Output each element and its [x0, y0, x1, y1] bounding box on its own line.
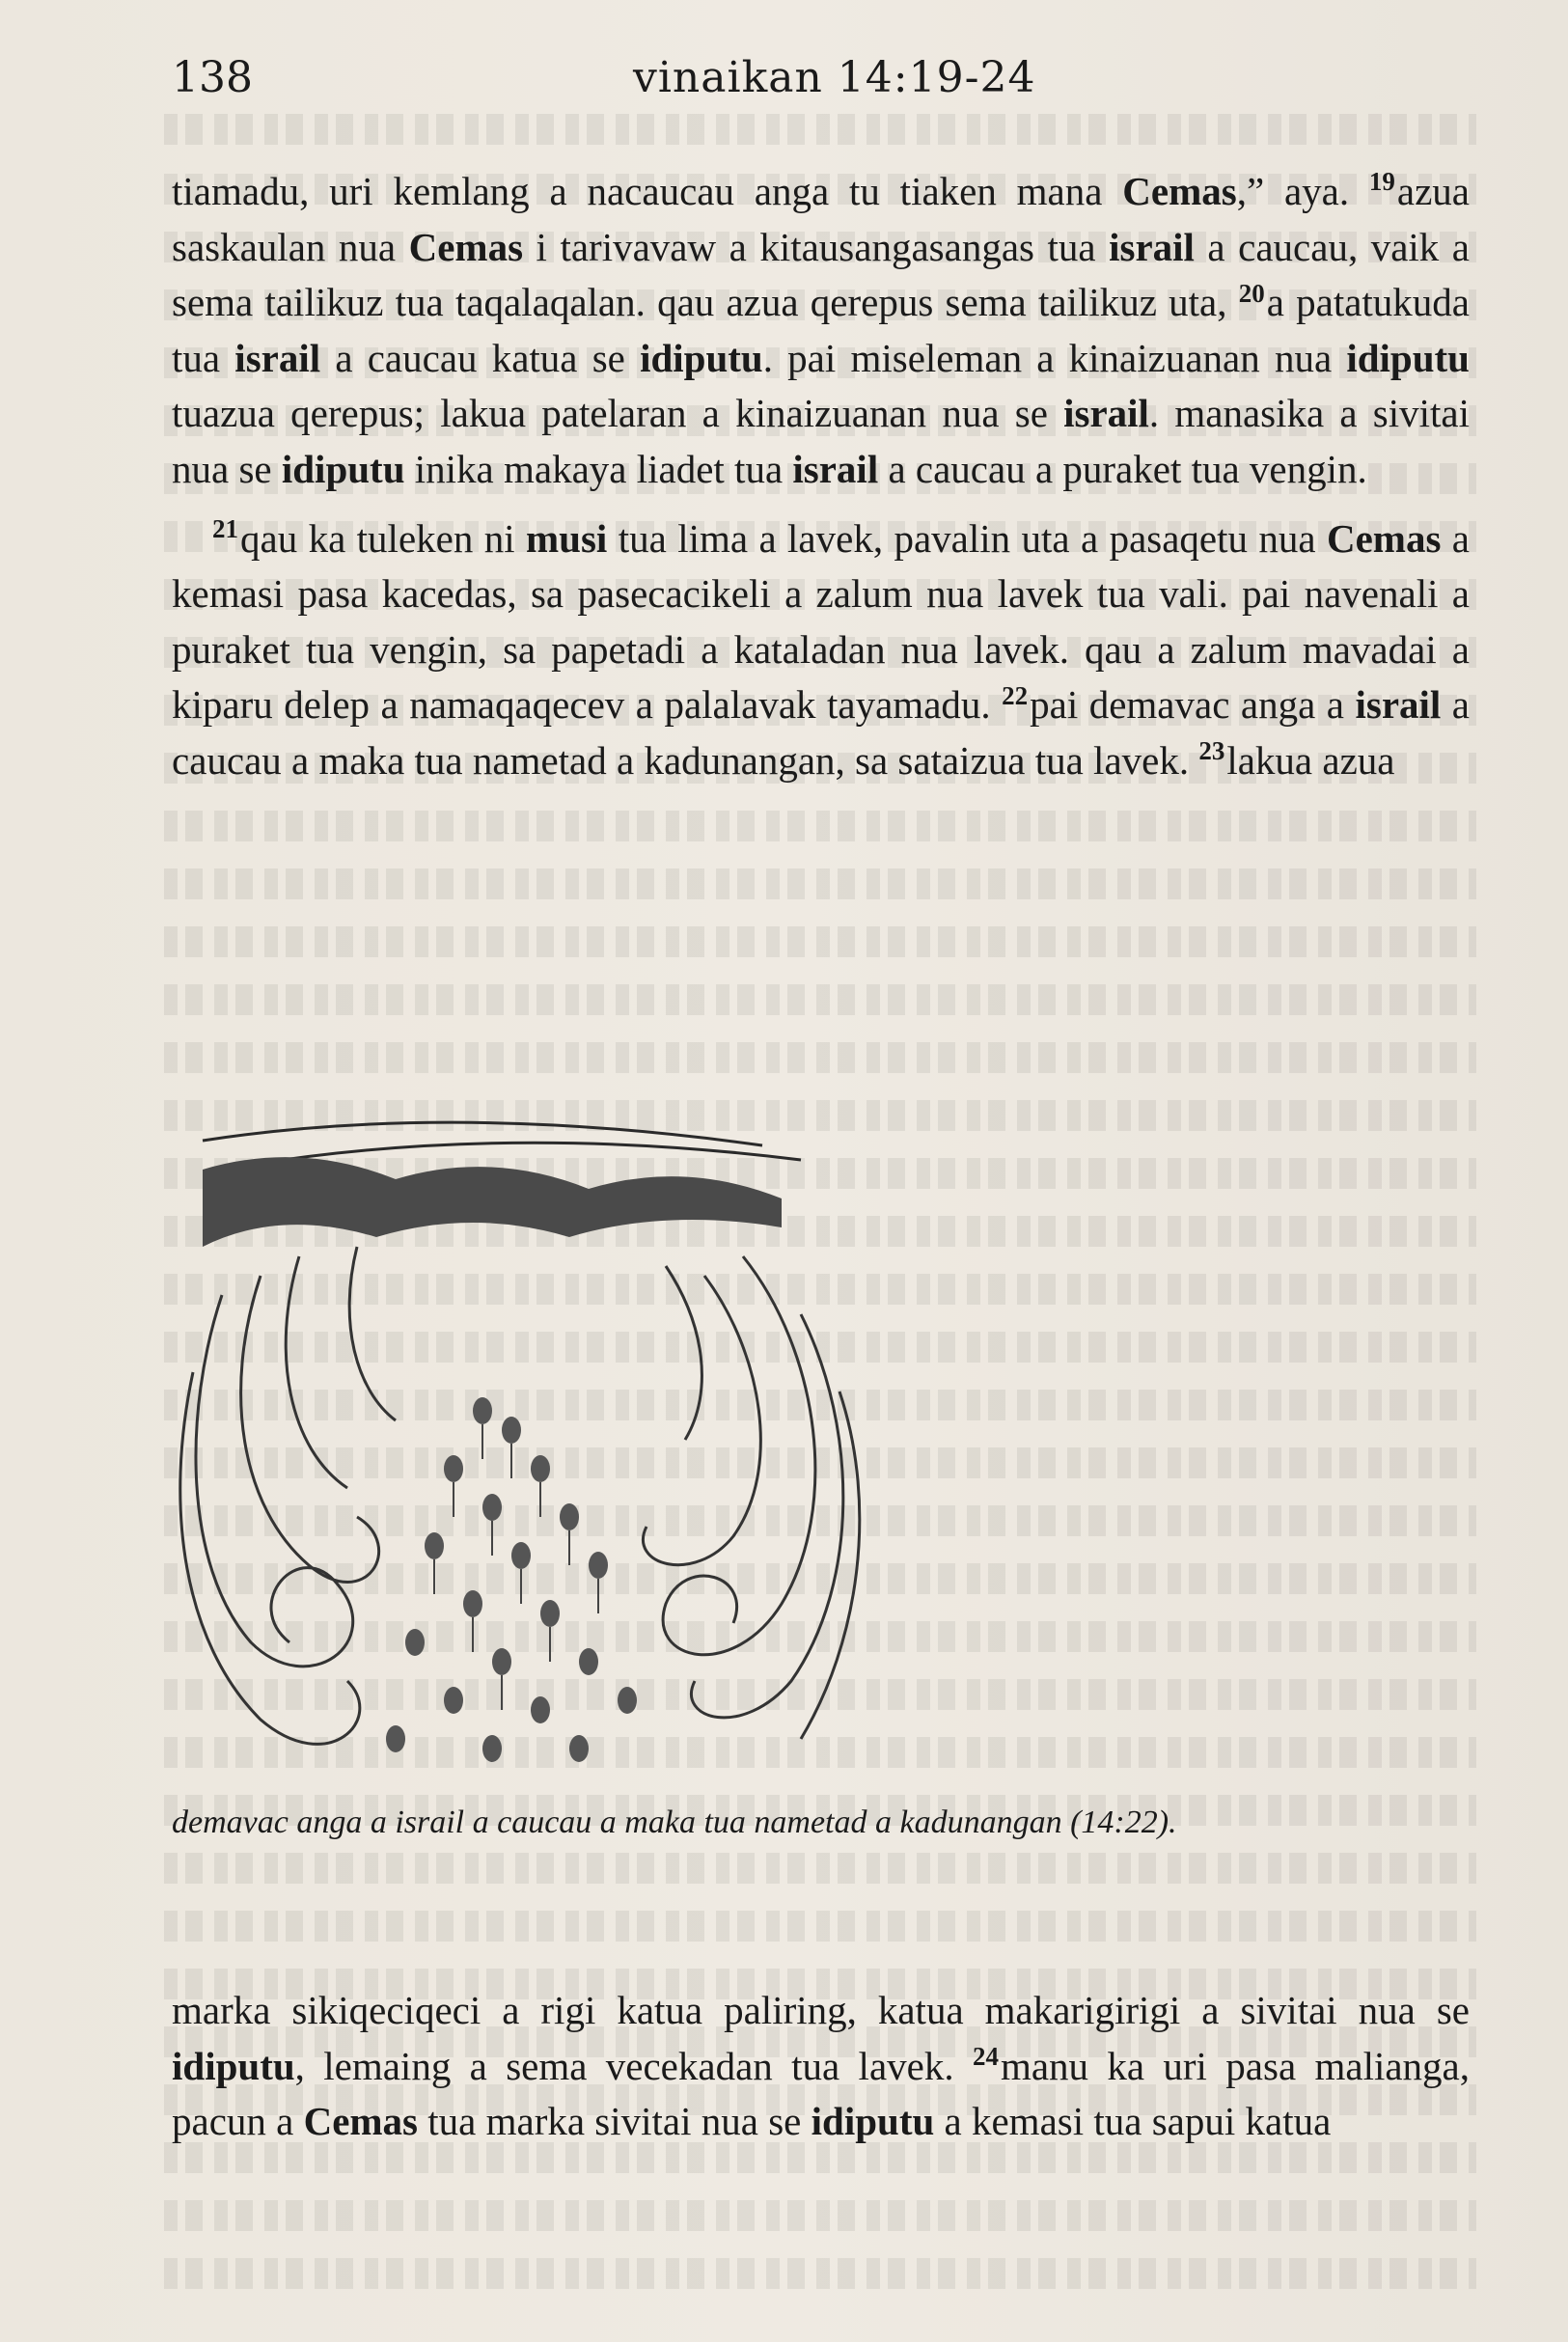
verse-number: 20	[1238, 278, 1265, 308]
running-head: vinaikan 14:19-24	[633, 53, 1036, 102]
verse-number: 22	[1002, 680, 1029, 710]
page-header	[172, 53, 1470, 111]
verse-number: 21	[212, 513, 238, 543]
paragraph-14-21-23: $^{21}$qau ka tuleken ni musi tua lima a lavek, pavalin uta a pasaqetu nua Cemas a kemasi pasa kacedas, sa pasecacikeli a zalum nua lavek tua vali. pai navenali a puraket tua vengin, sa papetadi a kataladan nua lavek. qau a zalum mavadai a kiparu delep a namaqaqecev a palalavak tayamadu. $^{22}$pai demavac anga a israil a caucau a maka tua nametad a kadunangan, sa sataizua tua lavek. $^{23}$lakua azua	[172, 513, 1471, 783]
verse-number: 24	[972, 2041, 999, 2071]
water-wall-right-curl	[663, 1256, 815, 1655]
text-block-top	[172, 164, 1470, 789]
page-number: 138	[172, 53, 253, 102]
verse-number: 19	[1368, 167, 1395, 197]
figure-caption: demavac anga a israil a caucau a maka tua nametad a kadunangan (14:22).	[172, 1805, 1177, 1840]
water-wall-left-curl	[196, 1295, 353, 1667]
verse-number: 23	[1198, 736, 1225, 766]
paragraph-14-18-20: tiamadu, uri kemlang a nacaucau anga tu tiaken mana Cemas,” aya. $^{19}$azua saskaulan nua Cemas i tarivavaw a kitausangasangas tua israil a caucau, vaik a sema tailikuz tua taqalaqalan. qau azua qerepus sema tailikuz uta, $^{20}$a patatukuda tua israil a caucau katua se idiputu. pai miseleman a kinaizuanan nua idiputu tuazua qerepus; lakua patelaran a kinaizuanan nua se israil. manasika a sivitai nua se idiputu inika makaya liadet tua israil a caucau a puraket tua vengin.	[172, 167, 1471, 491]
wave-crest-line	[203, 1122, 762, 1145]
paragraph-14-23-24: marka sikiqeciqeci a rigi katua paliring, katua makarigirigi a sivitai nua se idiputu, lemaing a sema vecekadan tua lavek. $^{24}$manu ka uri pasa malianga, pacun a Cemas tua marka sivitai nua se idiputu a kemasi tua sapui katua	[172, 1988, 1471, 2144]
text-block-bottom	[172, 1983, 1470, 2150]
wave-foam	[203, 1157, 782, 1247]
sea-crossing-illustration	[164, 1102, 1476, 1806]
